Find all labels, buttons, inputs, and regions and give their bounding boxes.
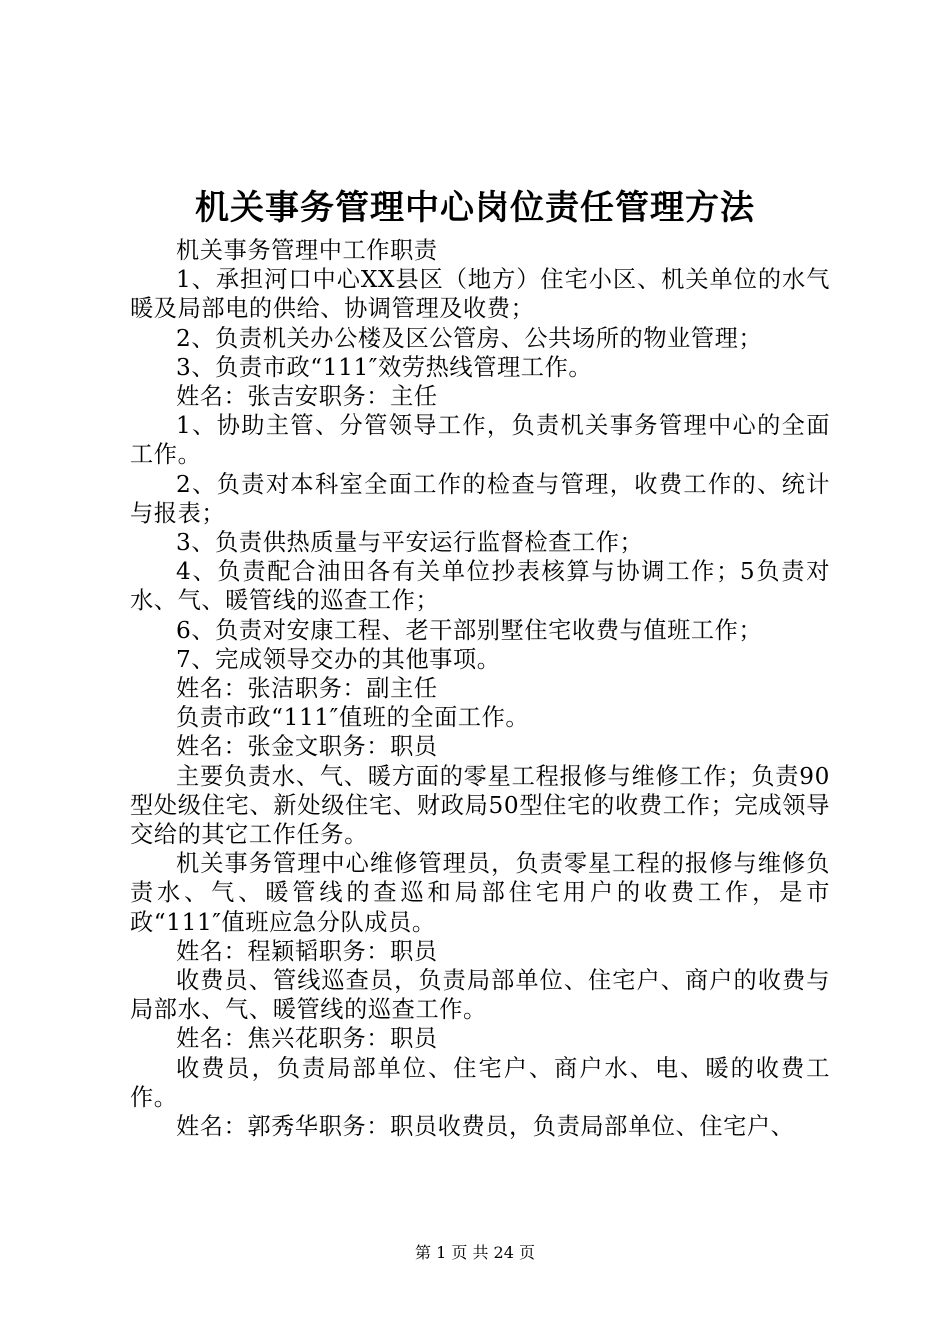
paragraph-staff-name: 姓名：焦兴花职务：职员 xyxy=(176,1025,438,1053)
paragraph-item: 7、完成领导交办的其他事项。 xyxy=(176,645,501,673)
paragraph-item: 4、负责配合油田各有关单位抄表核算与协调工作；5负责对水、气、暖管线的巡查工作； xyxy=(130,558,830,615)
paragraph-staff-name: 姓名：张吉安职务：主任 xyxy=(176,383,438,411)
paragraph-duty-3: 3、负责市政“111″效劳热线管理工作。 xyxy=(176,353,593,381)
paragraph-staff-name: 姓名：郭秀华职务：职员收费员，负责局部单位、住宅户、 xyxy=(176,1113,795,1141)
paragraph-duty-1: 1、承担河口中心XX县区（地方）住宅小区、机关单位的水气暖及局部电的供给、协调管理及收费； xyxy=(130,266,830,323)
paragraph-section-heading: 机关事务管理中工作职责 xyxy=(176,237,438,264)
page-number-footer: 第 1 页 共 24 页 xyxy=(415,1243,535,1262)
paragraph-item: 主要负责水、气、暖方面的零星工程报修与维修工作；负责90型处级住宅、新处级住宅、财政局50型住宅的收费工作；完成领导交给的其它工作任务。 xyxy=(130,762,830,849)
paragraph-item: 负责市政“111″值班的全面工作。 xyxy=(176,704,530,732)
paragraph-staff-name: 姓名：张洁职务：副主任 xyxy=(176,675,438,703)
paragraph-item: 6、负责对安康工程、老干部别墅住宅收费与值班工作； xyxy=(176,616,763,644)
document-title: 机关事务管理中心岗位责任管理方法 xyxy=(195,188,755,228)
paragraph-duty-2: 2、负责机关办公楼及区公管房、公共场所的物业管理； xyxy=(176,324,763,352)
paragraph-staff-name: 姓名：张金文职务：职员 xyxy=(176,733,438,761)
paragraph-item: 3、负责供热质量与平安运行监督检查工作； xyxy=(176,529,644,557)
paragraph-staff-name: 姓名：程颖韬职务：职员 xyxy=(176,937,438,965)
document-body xyxy=(130,236,830,1141)
paragraph-item: 收费员，负责局部单位、住宅户、商户水、电、暖的收费工作。 xyxy=(130,1054,830,1111)
paragraph-item: 收费员、管线巡查员，负责局部单位、住宅户、商户的收费与局部水、气、暖管线的巡查工作。 xyxy=(130,967,830,1024)
paragraph-item: 2、负责对本科室全面工作的检查与管理，收费工作的、统计与报表； xyxy=(130,470,830,527)
paragraph-item: 机关事务管理中心维修管理员，负责零星工程的报修与维修负责水、气、暖管线的查巡和局部住宅用户的收费工作，是市政“111″值班应急分队成员。 xyxy=(130,850,830,936)
paragraph-item: 1、协助主管、分管领导工作，负责机关事务管理中心的全面工作。 xyxy=(130,412,830,469)
